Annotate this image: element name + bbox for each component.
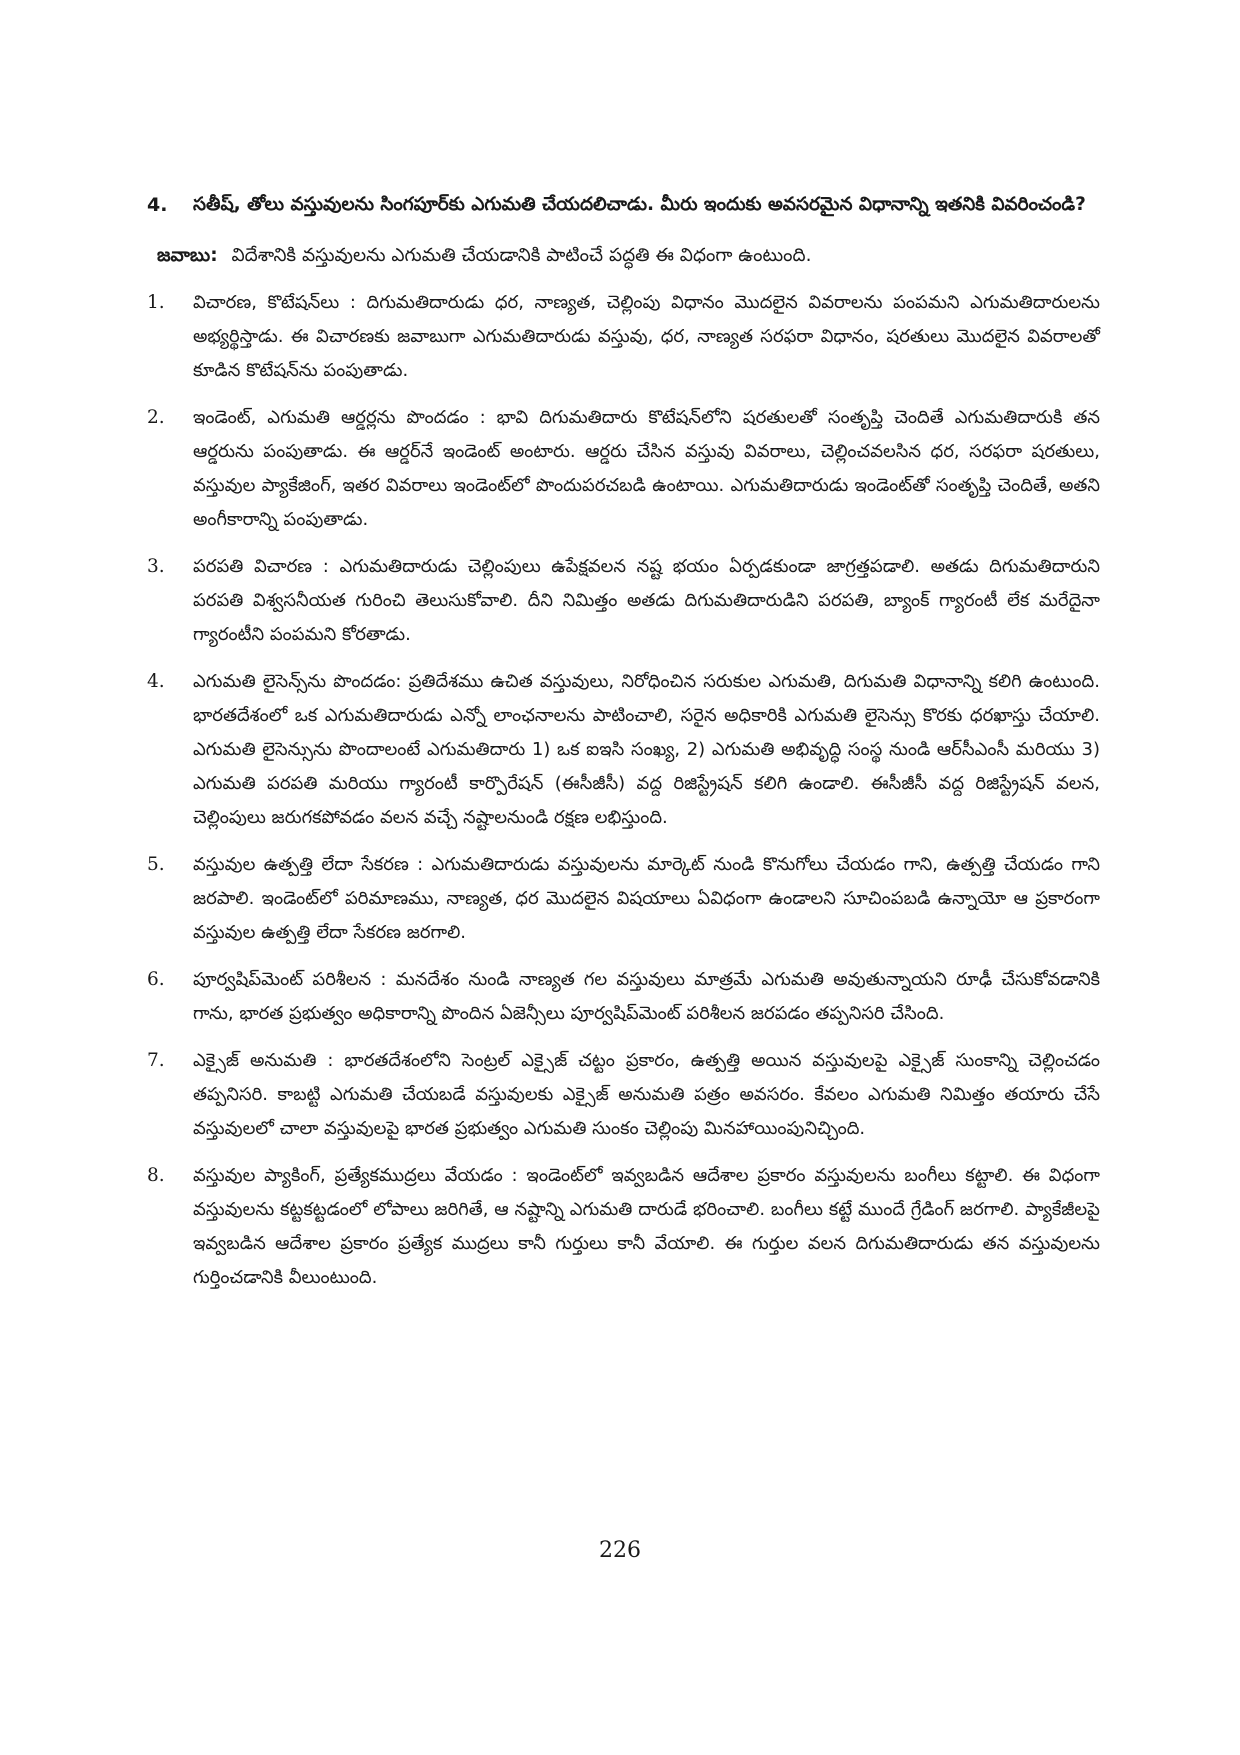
list-item-text: విచారణ, కొటేషన్‌లు : దిగుమతిదారుడు ధర, నాణ్యత, చెల్లింపు విధానం మొదలైన వివరాలను పంపమని ఎగుమతిదారులను అభ్యర్థిస్తాడు. ఈ విచారణకు జవాబుగా ఎగుమతిదారుడు వస్తువు, ధర, నాణ్యత సరఫరా విధానం, షరతులు మొదలైన వివరాలతో కూడిన కొటేషన్‌ను పంపుతాడు.: [193, 292, 1100, 381]
list-item-text: పూర్వషిప్‌మెంట్ పరిశీలన : మనదేశం నుండి నాణ్యత గల వస్తువులు మాత్రమే ఎగుమతి అవుతున్నాయని రూఢీ చేసుకోవడానికి గాను, భారత ప్రభుత్వం అధికారాన్ని పొందిన ఏజెన్సీలు పూర్వషిప్‌మెంట్ పరిశీలన జరపడం తప్పనిసరి చేసింది.: [193, 969, 1100, 1024]
list-item-number: 2.: [147, 407, 165, 428]
list-item: [147, 665, 1100, 835]
list-item: [147, 401, 1100, 537]
list-item: [147, 1159, 1100, 1295]
list-item-text: పరపతి విచారణ : ఎగుమతిదారుడు చెల్లింపులు ఉపేక్షవలన నష్ట భయం ఏర్పడకుండా జాగ్రత్తపడాలి. అతడు దిగుమతిదారుని పరపతి విశ్వసనీయత గురించి తెలుసుకోవాలి. దీని నిమిత్తం అతడు దిగుమతిదారుడిని పరపతి, బ్యాంక్ గ్యారంటీ లేక మరేదైనా గ్యారంటీని పంపమని కోరతాడు.: [193, 556, 1100, 645]
answer-label: జవాబు:: [157, 245, 218, 266]
list-item-text: వస్తువుల ఉత్పత్తి లేదా సేకరణ : ఎగుమతిదారుడు వస్తువులను మార్కెట్ నుండి కొనుగోలు చేయడం గాని, ఉత్పత్తి చేయడం గాని జరపాలి. ఇండెంట్‌లో పరిమాణము, నాణ్యత, ధర మొదలైన విషయాలు ఏవిధంగా ఉండాలని సూచింపబడి ఉన్నాయో ఆ ప్రకారంగా వస్తువుల ఉత్పత్తి లేదా సేకరణ జరగాలి.: [193, 854, 1100, 943]
list-item: [147, 550, 1100, 652]
question: [147, 188, 1100, 222]
page-number: 226: [599, 1538, 641, 1563]
list-item-number: 6.: [147, 969, 165, 990]
list-item-number: 8.: [147, 1165, 165, 1186]
list-item: [147, 286, 1100, 388]
list-item-text: ఎక్సైజ్ అనుమతి : భారతదేశంలోని సెంట్రల్ ఎక్సైజ్ చట్టం ప్రకారం, ఉత్పత్తి అయిన వస్తువులపై ఎక్సైజ్ సుంకాన్ని చెల్లించడం తప్పనిసరి. కాబట్టి ఎగుమతి చేయబడే వస్తువులకు ఎక్సైజ్ అనుమతి పత్రం అవసరం. కేవలం ఎగుమతి నిమిత్తం తయారు చేసే వస్తువులలో చాలా వస్తువులపై భారత ప్రభుత్వం ఎగుమతి సుంకం చెల్లింపు మినహాయింపునిచ్చింది.: [193, 1050, 1100, 1139]
question-number: 4.: [147, 194, 168, 216]
question-text: సతీష్, తోలు వస్తువులను సింగపూర్‌కు ఎగుమతి చేయదలిచాడు. మీరు ఇందుకు అవసరమైన విధానాన్ని ఇతనికి వివరించండి?: [193, 194, 1086, 215]
list-item: [147, 963, 1100, 1031]
list-item-number: 5.: [147, 854, 165, 875]
list-item: [147, 848, 1100, 950]
list-item-number: 7.: [147, 1050, 165, 1071]
answer-list: [147, 286, 1100, 1295]
list-item-number: 1.: [147, 292, 165, 313]
list-item-text: ఎగుమతి లైసెన్స్‌ను పొందడం: ప్రతిదేశము ఉచిత వస్తువులు, నిరోధించిన సరుకుల ఎగుమతి, దిగుమతి విధానాన్ని కలిగి ఉంటుంది. భారతదేశంలో ఒక ఎగుమతిదారుడు ఎన్నో లాంఛనాలను పాటించాలి, సరైన అధికారికి ఎగుమతి లైసెన్సు కొరకు ధరఖాస్తు చేయాలి. ఎగుమతి లైసెన్సును పొందాలంటే ఎగుమతిదారు 1) ఒక ఐఇసి సంఖ్య, 2) ఎగుమతి అభివృద్ధి సంస్థ నుండి ఆర్‌సీఎంసీ మరియు 3) ఎగుమతి పరపతి మరియు గ్యారంటీ కార్పొరేషన్ (ఈసీజీసీ) వద్ద రిజిస్ట్రేషన్ కలిగి ఉండాలి. ఈసీజీసీ వద్ద రిజిస్ట్రేషన్ వలన, చెల్లింపులు జరుగకపోవడం వలన వచ్చే నష్టాలనుండి రక్షణ లభిస్తుంది.: [193, 671, 1100, 828]
list-item: [147, 1044, 1100, 1146]
answer-intro: విదేశానికి వస్తువులను ఎగుమతి చేయడానికి పాటించే పద్ధతి ఈ విధంగా ఉంటుంది.: [231, 245, 812, 266]
list-item-text: ఇండెంట్, ఎగుమతి ఆర్డర్లను పొందడం : భావి దిగుమతిదారు కొటేషన్‌లోని షరతులతో సంతృప్తి చెందితే ఎగుమతిదారుకి తన ఆర్డరును పంపుతాడు. ఈ ఆర్డర్‌నే ఇండెంట్ అంటారు. ఆర్డరు చేసిన వస్తువు వివరాలు, చెల్లించవలసిన ధర, సరఫరా షరతులు, వస్తువుల ప్యాకేజింగ్, ఇతర వివరాలు ఇండెంట్‌లో పొందుపరచబడి ఉంటాయి. ఎగుమతిదారుడు ఇండెంట్‌తో సంతృప్తి చెందితే, అతని అంగీకారాన్ని పంపుతాడు.: [193, 407, 1100, 530]
list-item-text: వస్తువుల ప్యాకింగ్, ప్రత్యేకముద్రలు వేయడం : ఇండెంట్‌లో ఇవ్వబడిన ఆదేశాల ప్రకారం వస్తువులను బంగీలు కట్టాలి. ఈ విధంగా వస్తువులను కట్టకట్టడంలో లోపాలు జరిగితే, ఆ నష్టాన్ని ఎగుమతి దారుడే భరించాలి. బంగీలు కట్టే ముందే గ్రేడింగ్ జరగాలి. ప్యాకేజీలపై ఇవ్వబడిన ఆదేశాల ప్రకారం ప్రత్యేక ముద్రలు కానీ గుర్తులు కానీ వేయాలి. ఈ గుర్తుల వలన దిగుమతిదారుడు తన వస్తువులను గుర్తించడానికి వీలుంటుంది.: [193, 1165, 1100, 1288]
list-item-number: 3.: [147, 556, 165, 577]
list-item-number: 4.: [147, 671, 165, 692]
answer-intro-line: [147, 240, 1100, 272]
